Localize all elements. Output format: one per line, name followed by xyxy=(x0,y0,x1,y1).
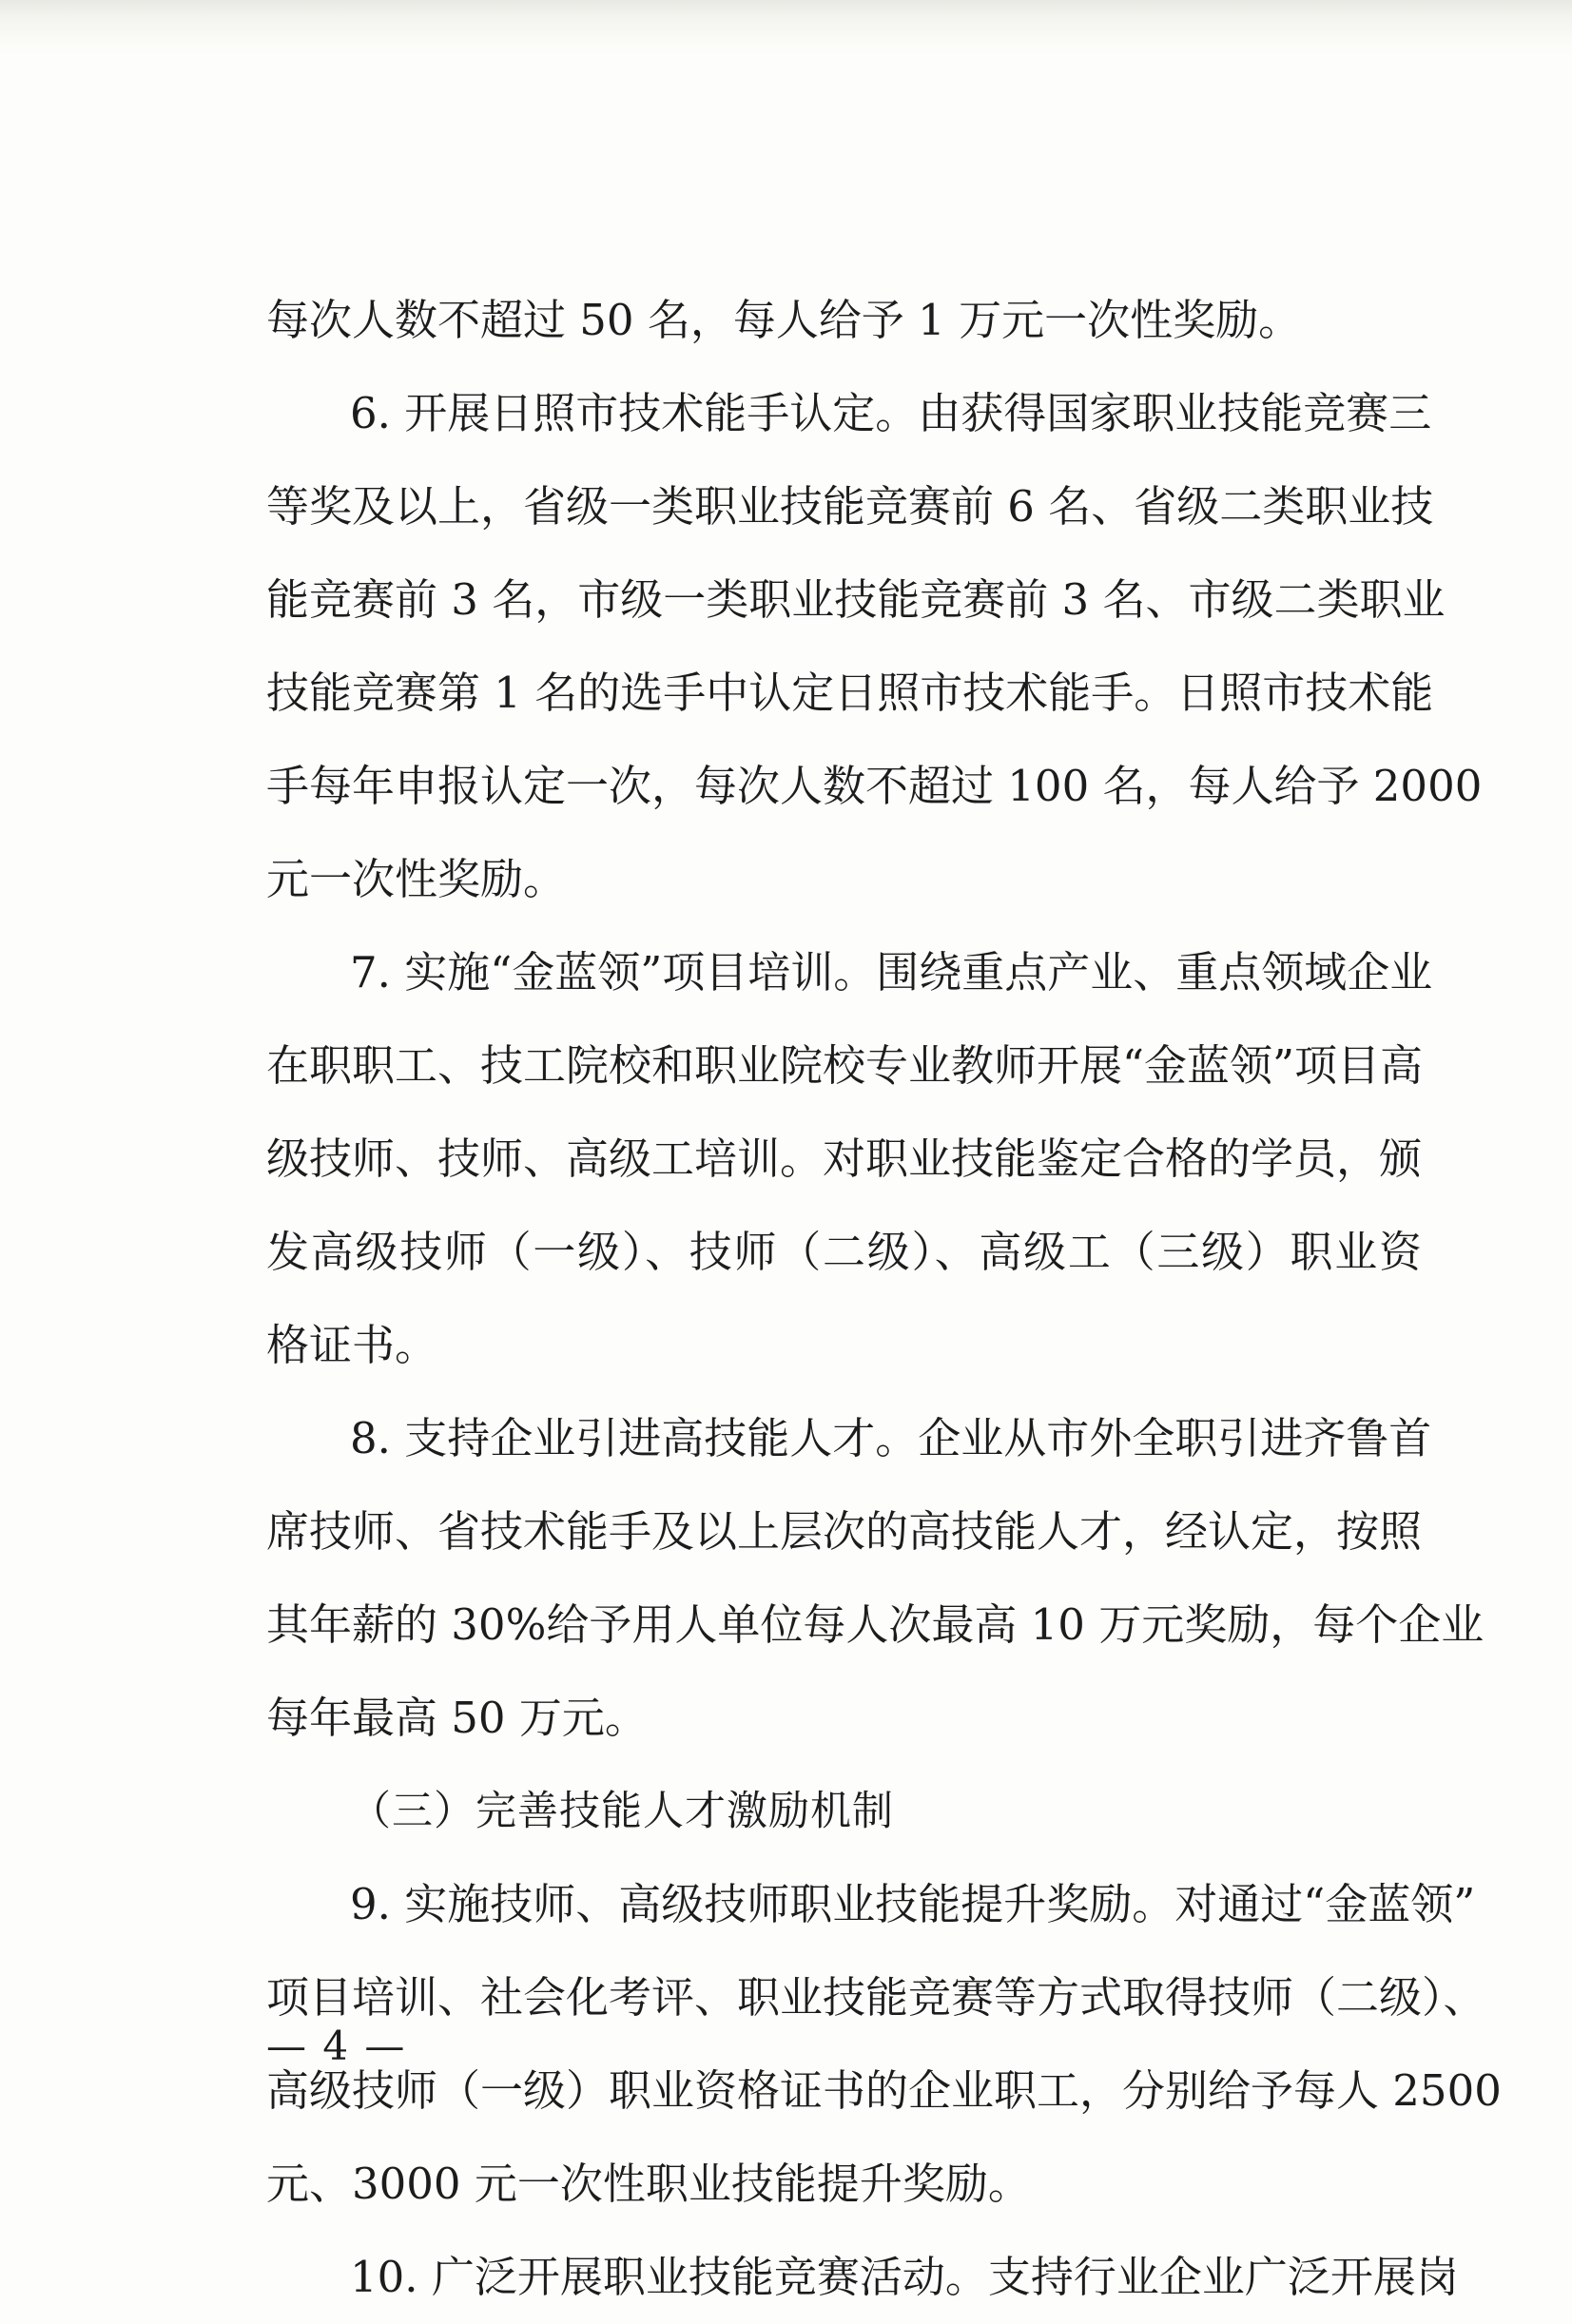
text-line: 每次人数不超过 50 名，每人给予 1 万元一次性奖励。 xyxy=(266,295,1302,345)
text-line: 发高级技师（一级）、技师（二级）、高级工（三级）职业资 xyxy=(266,1227,1422,1277)
text-line: 元、3000 元一次性职业技能提升奖励。 xyxy=(266,2159,1031,2209)
text-line: 等奖及以上，省级一类职业技能竞赛前 6 名、省级二类职业技 xyxy=(266,481,1434,532)
text-line: 9. 实施技师、高级技师职业技能提升奖励。对通过“金蓝领” xyxy=(350,1879,1476,1929)
text-line: 格证书。 xyxy=(266,1320,438,1370)
text-line: 6. 开展日照市技术能手认定。由获得国家职业技能竞赛三 xyxy=(350,388,1432,438)
text-line: 能竞赛前 3 名，市级一类职业技能竞赛前 3 名、市级二类职业 xyxy=(266,574,1446,625)
text-line: 手每年申报认定一次，每次人数不超过 100 名，每人给予 2000 xyxy=(266,761,1483,811)
text-line: 席技师、省技术能手及以上层次的高技能人才，经认定，按照 xyxy=(266,1506,1423,1557)
page-number: — 4 — xyxy=(266,2023,407,2069)
text-line: 级技师、技师、高级工培训。对职业技能鉴定合格的学员，颁 xyxy=(266,1133,1423,1184)
text-line: 在职职工、技工院校和职业院校专业教师开展“金蓝领”项目高 xyxy=(266,1040,1424,1091)
section-heading: （三）完善技能人才激励机制 xyxy=(350,1788,894,1835)
text-line: 每年最高 50 万元。 xyxy=(266,1693,648,1743)
text-line: 其年薪的 30%给予用人单位每人次最高 10 万元奖励，每个企业 xyxy=(266,1599,1485,1650)
text-line: 项目培训、社会化考评、职业技能竞赛等方式取得技师（二级）、 xyxy=(266,1972,1486,2023)
text-line: 10. 广泛开展职业技能竞赛活动。支持行业企业广泛开展岗 xyxy=(350,2252,1459,2302)
text-line: 元一次性奖励。 xyxy=(266,854,567,904)
text-line: 8. 支持企业引进高技能人才。企业从市外全职引进齐鲁首 xyxy=(350,1413,1432,1463)
scan-top-edge xyxy=(0,0,1572,57)
text-line: 7. 实施“金蓝领”项目培训。围绕重点产业、重点领域企业 xyxy=(350,947,1433,997)
document-body xyxy=(266,274,1502,2324)
text-line: 技能竞赛第 1 名的选手中认定日照市技术能手。日照市技术能 xyxy=(266,668,1434,718)
text-line: 高级技师（一级）职业资格证书的企业职工，分别给予每人 2500 xyxy=(266,2065,1502,2116)
